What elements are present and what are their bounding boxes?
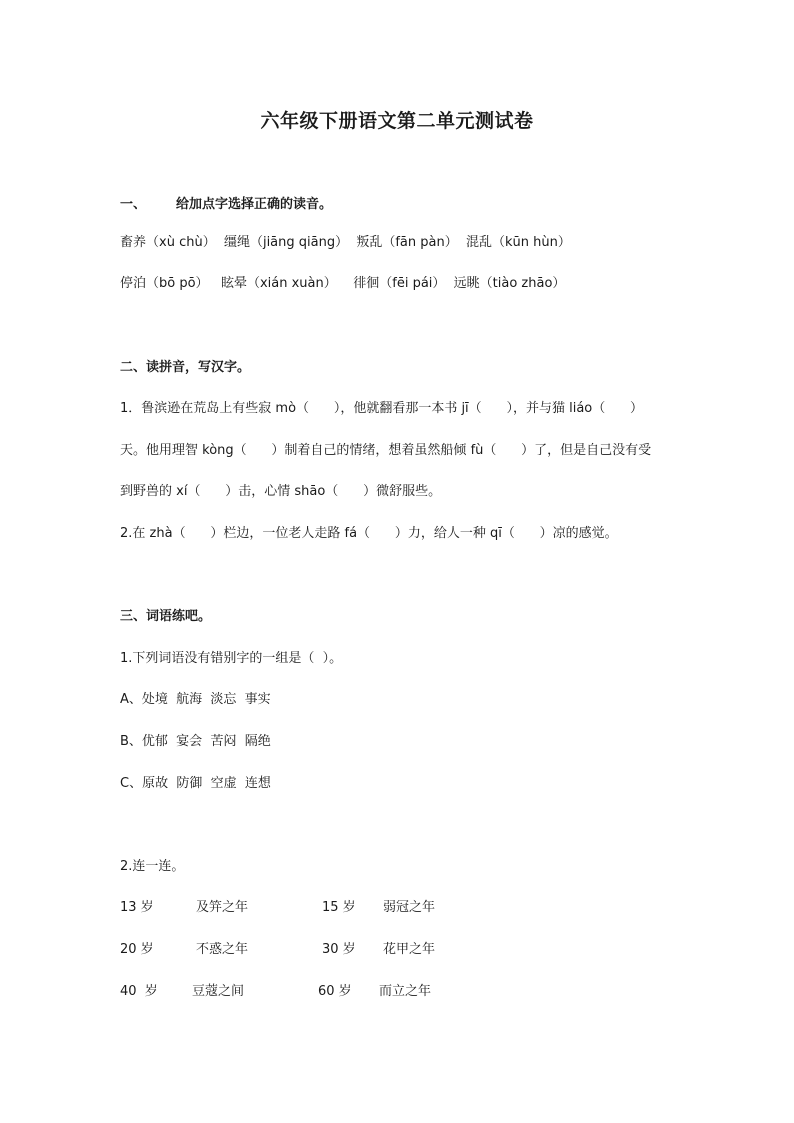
section3-heading: 三、词语练吧。 xyxy=(120,609,212,624)
section1-heading: 给加点字选择正确的读音。 xyxy=(176,197,333,212)
section1-line-2: 停泊（bō pō） 眩晕（xián xuàn） 徘徊（fēi pái） 远眺（tiào zhāo） xyxy=(120,276,566,291)
section3-question-2: 2.连一连。 xyxy=(120,859,185,874)
section1-number: 一、 xyxy=(120,197,147,212)
section2-line-4: 2.在 zhà（ ）栏边，一位老人走路 fá（ ）力，给人一种 qī（ ）凉的感觉。 xyxy=(120,526,618,541)
section1-line-1: 畜养（xù chù） 缰绳（jiāng qiāng） 叛乱（fān pàn） 混乱（kūn hùn） xyxy=(120,235,571,250)
match-age-right: 60 岁 xyxy=(318,984,352,999)
match-age-left: 20 岁 xyxy=(120,942,154,957)
option-a: A、处境 航海 淡忘 事实 xyxy=(120,692,271,707)
match-age-right: 30 岁 xyxy=(322,942,356,957)
option-c: C、原故 防御 空虚 连想 xyxy=(120,776,271,791)
match-term-left: 不惑之年 xyxy=(196,942,249,957)
match-age-left: 40 岁 xyxy=(120,984,158,999)
page-title: 六年级下册语文第二单元测试卷 xyxy=(260,110,534,132)
section2-line-3: 到野兽的 xí（ ）击，心情 shāo（ ）微舒服些。 xyxy=(120,484,442,499)
section2-line-2: 天。他用理智 kòng（ ）制着自己的情绪，想着虽然船倾 fù（ ）了，但是自己没有受 xyxy=(120,443,652,458)
section2-line-1: 1．鲁滨逊在荒岛上有些寂 mò（ ），他就翻看那一本书 jī（ ），并与猫 liáo（ ） xyxy=(120,401,644,416)
match-term-left: 及笄之年 xyxy=(196,900,249,915)
option-b: B、优郁 宴会 苦闷 隔绝 xyxy=(120,734,271,749)
match-age-left: 13 岁 xyxy=(120,900,154,915)
match-term-right: 花甲之年 xyxy=(383,942,436,957)
match-term-right: 弱冠之年 xyxy=(383,900,436,915)
section3-question-1: 1.下列词语没有错别字的一组是（ ）。 xyxy=(120,651,343,666)
match-term-left: 豆蔻之间 xyxy=(192,984,245,999)
match-age-right: 15 岁 xyxy=(322,900,356,915)
match-term-right: 而立之年 xyxy=(379,984,432,999)
section2-heading: 二、读拼音，写汉字。 xyxy=(120,360,251,375)
